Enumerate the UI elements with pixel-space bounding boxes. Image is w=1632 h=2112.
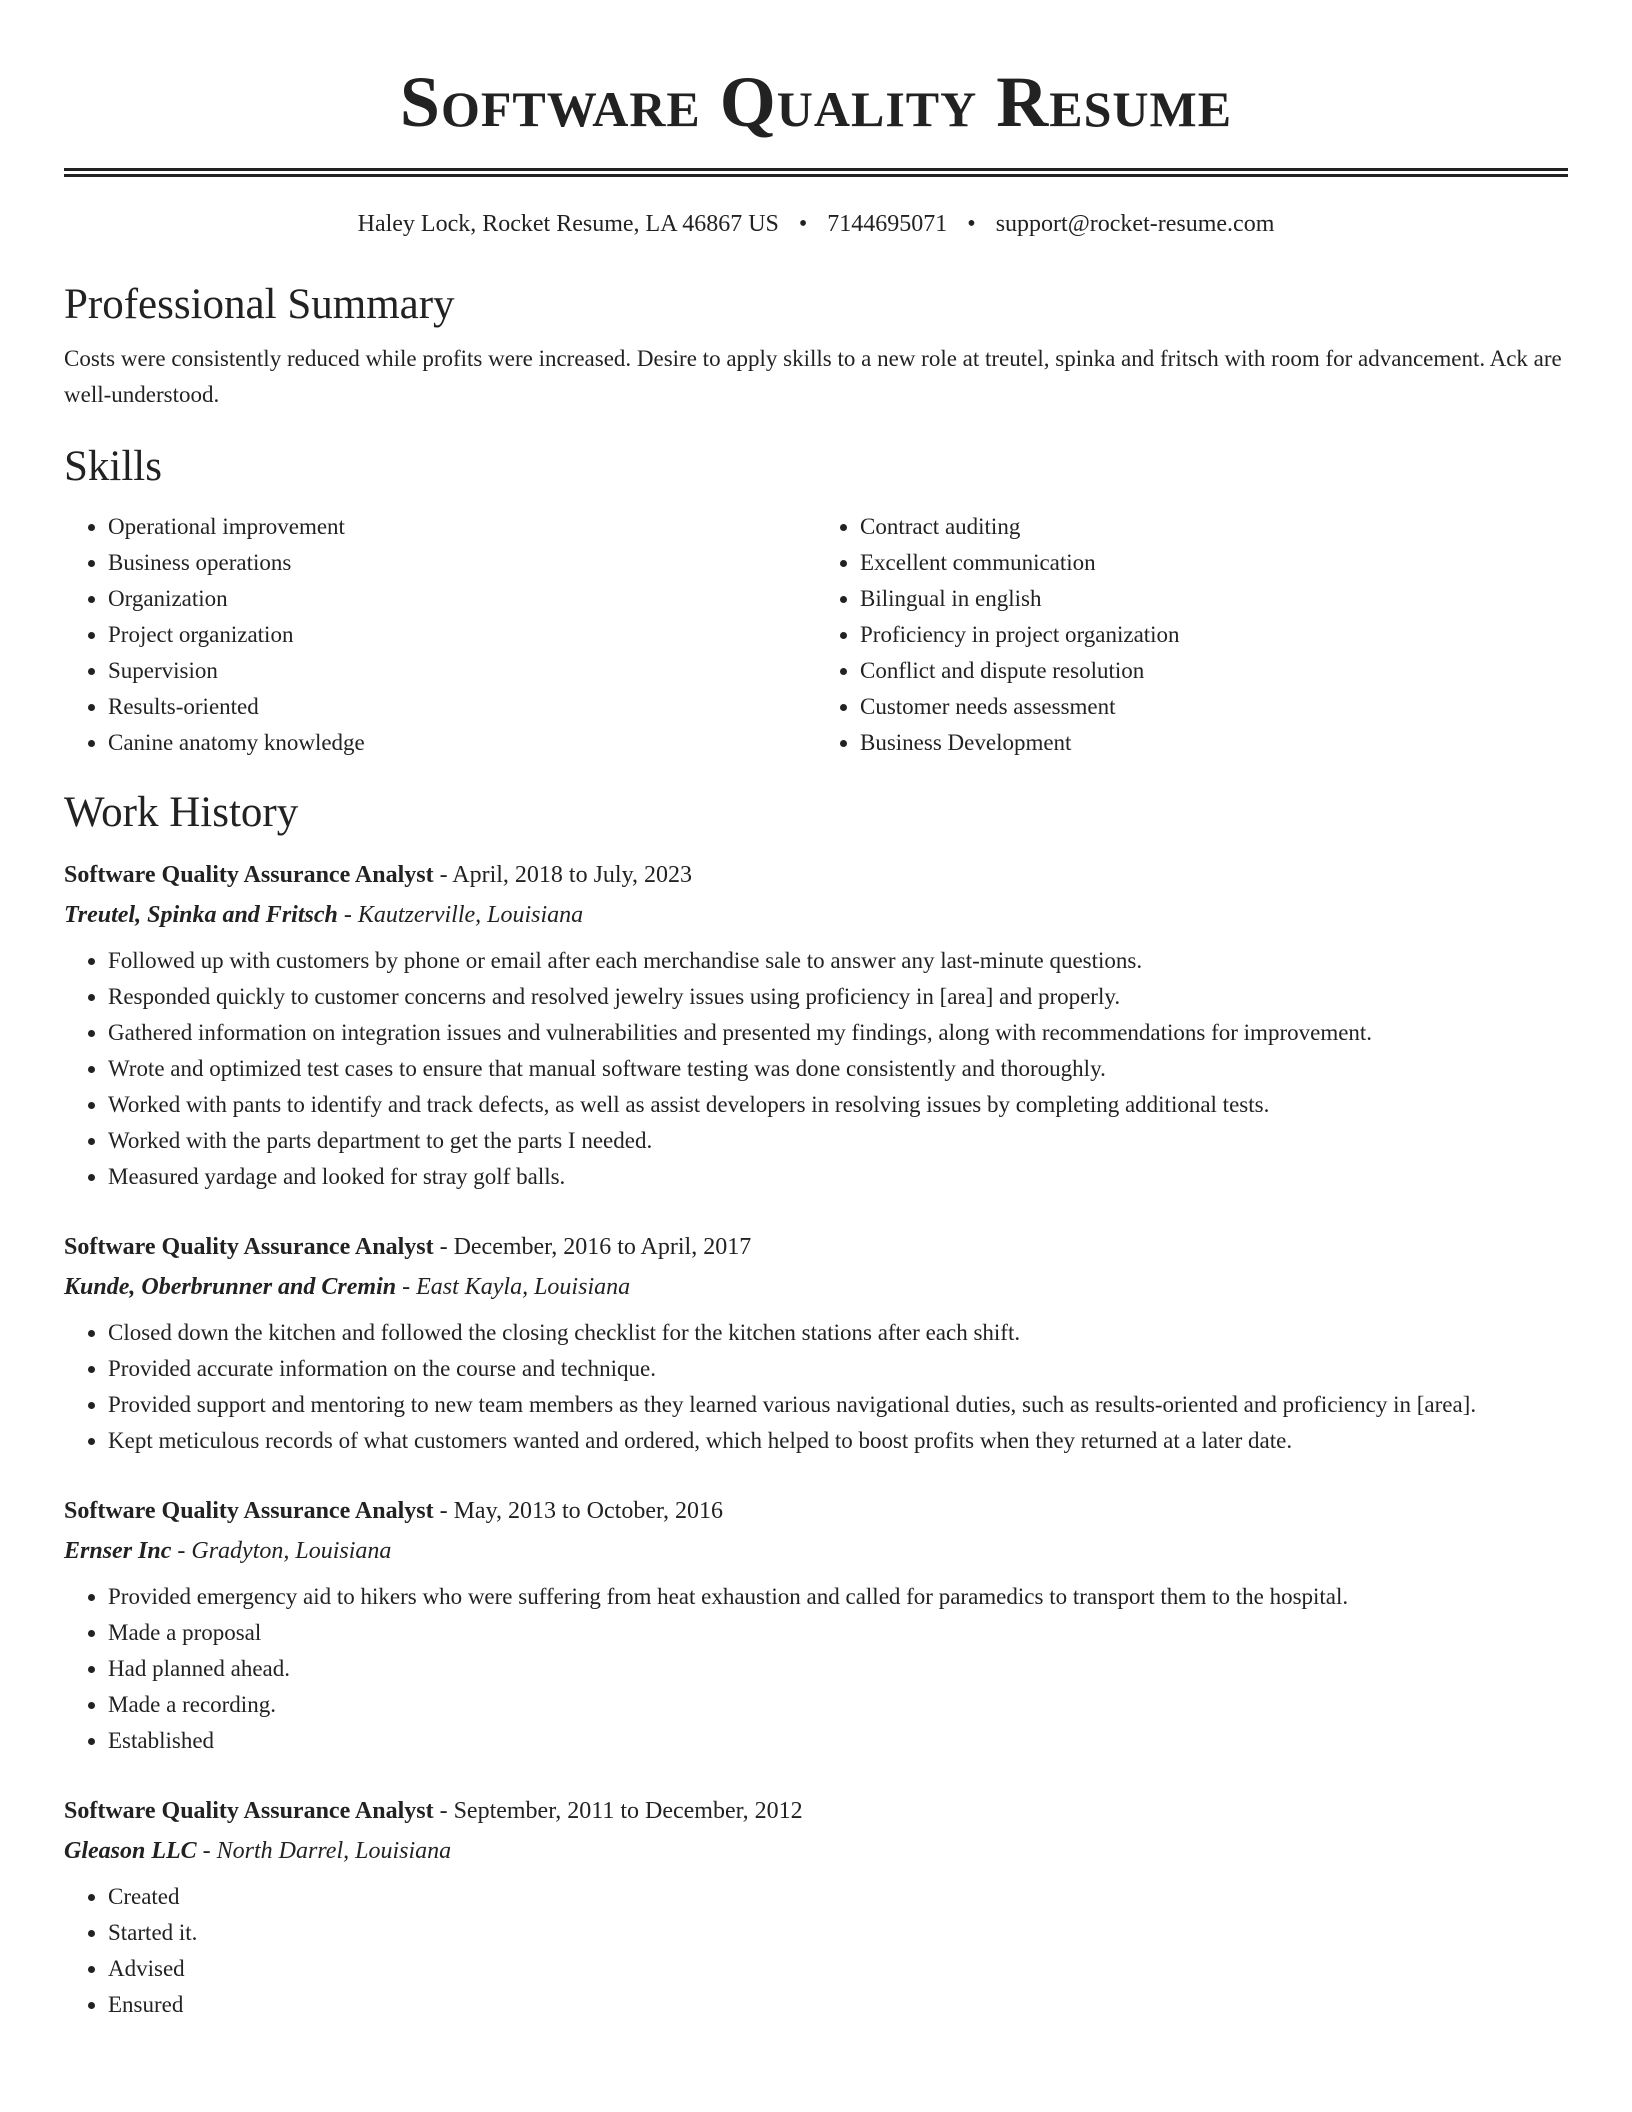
job-dates: - December, 2016 to April, 2017: [439, 1234, 752, 1260]
skill-item: • Customer needs assessment: [860, 689, 1568, 725]
company-line: [64, 1531, 1568, 1571]
job-entry: [64, 855, 1568, 1195]
job-title-line: [64, 855, 1568, 895]
company-location: - Kautzerville, Louisiana: [343, 902, 584, 928]
company-line: [64, 1831, 1568, 1871]
job-bullet: • Established: [108, 1723, 1568, 1759]
company-location: - Gradyton, Louisiana: [177, 1538, 392, 1564]
skill-item: • Proficiency in project organization: [860, 617, 1568, 653]
job-bullet: • Created: [108, 1879, 1568, 1915]
resume-title: Software Quality Resume: [399, 62, 1233, 142]
job-bullet: • Measured yardage and looked for stray golf balls.: [108, 1159, 1568, 1195]
job-bullet: • Had planned ahead.: [108, 1651, 1568, 1687]
job-bullets: [64, 1579, 1568, 1759]
job-title: Software Quality Assurance Analyst: [64, 862, 434, 888]
skill-item: • Results-oriented: [108, 689, 816, 725]
job-entry: [64, 1227, 1568, 1459]
skill-item: • Organization: [108, 581, 816, 617]
contact-name-address: Haley Lock, Rocket Resume, LA 46867 US: [357, 211, 779, 237]
contact-separator: •: [798, 211, 808, 237]
skills-list-right: [816, 509, 1568, 761]
company-line: [64, 1267, 1568, 1307]
company-location: - East Kayla, Louisiana: [402, 1274, 631, 1300]
job-title: Software Quality Assurance Analyst: [64, 1798, 434, 1824]
summary-heading: Professional Summary: [64, 281, 455, 328]
contact-email: support@rocket-resume.com: [995, 211, 1275, 237]
company-name: Ernser Inc: [64, 1538, 172, 1564]
job-bullet: • Advised: [108, 1951, 1568, 1987]
skill-item: • Bilingual in english: [860, 581, 1568, 617]
job-bullets: [64, 1879, 1568, 2023]
skill-item: • Contract auditing: [860, 509, 1568, 545]
work-history-heading: Work History: [64, 789, 299, 836]
skills-columns: [64, 509, 1568, 761]
job-bullet: • Ensured: [108, 1987, 1568, 2023]
skill-item: • Project organization: [108, 617, 816, 653]
job-bullet: • Provided support and mentoring to new team members as they learned various navigational duties, such as results-oriented and proficiency in [area].: [108, 1387, 1568, 1423]
summary-text: Costs were consistently reduced while profits were increased. Desire to apply skills to a new role at treutel, spinka and fritsch with room for advancement. Ack are well-understood.: [64, 346, 1562, 407]
job-bullet: • Wrote and optimized test cases to ensure that manual software testing was done consistently and thoroughly.: [108, 1051, 1568, 1087]
job-bullet: • Kept meticulous records of what customers wanted and ordered, which helped to boost profits when they returned at a later date.: [108, 1423, 1568, 1459]
skill-item: • Supervision: [108, 653, 816, 689]
job-entry: [64, 1491, 1568, 1759]
job-bullet: • Made a proposal: [108, 1615, 1568, 1651]
job-bullet: • Made a recording.: [108, 1687, 1568, 1723]
job-bullet: • Worked with pants to identify and track defects, as well as assist developers in resolving issues by completing additional tests.: [108, 1087, 1568, 1123]
contact-phone: 7144695071: [827, 211, 948, 237]
job-title-line: [64, 1791, 1568, 1831]
job-title: Software Quality Assurance Analyst: [64, 1234, 434, 1260]
company-name: Kunde, Oberbrunner and Cremin: [64, 1274, 397, 1300]
skill-item: • Excellent communication: [860, 545, 1568, 581]
job-bullets: [64, 943, 1568, 1195]
title-divider: [64, 168, 1568, 177]
skills-list-left: [64, 509, 816, 761]
job-bullet: • Responded quickly to customer concerns and resolved jewelry issues using proficiency in [area] and properly.: [108, 979, 1568, 1015]
skill-item: • Business Development: [860, 725, 1568, 761]
job-bullet: • Closed down the kitchen and followed the closing checklist for the kitchen stations after each shift.: [108, 1315, 1568, 1351]
job-dates: - September, 2011 to December, 2012: [439, 1798, 803, 1824]
company-name: Treutel, Spinka and Fritsch: [64, 902, 338, 928]
job-dates: - April, 2018 to July, 2023: [439, 862, 693, 888]
job-bullet: • Started it.: [108, 1915, 1568, 1951]
job-dates: - May, 2013 to October, 2016: [439, 1498, 724, 1524]
job-bullet: • Gathered information on integration issues and vulnerabilities and presented my findings, along with recommendations for improvement.: [108, 1015, 1568, 1051]
skill-item: • Operational improvement: [108, 509, 816, 545]
job-bullets: [64, 1315, 1568, 1459]
job-bullet: • Followed up with customers by phone or email after each merchandise sale to answer any last-minute questions.: [108, 943, 1568, 979]
job-title-line: [64, 1491, 1568, 1531]
skill-item: • Business operations: [108, 545, 816, 581]
company-line: [64, 895, 1568, 935]
company-location: - North Darrel, Louisiana: [202, 1838, 452, 1864]
contact-separator: •: [967, 211, 976, 237]
job-title: Software Quality Assurance Analyst: [64, 1498, 434, 1524]
job-bullet: • Provided accurate information on the course and technique.: [108, 1351, 1568, 1387]
company-name: Gleason LLC: [64, 1838, 197, 1864]
job-bullet: • Provided emergency aid to hikers who were suffering from heat exhaustion and called for paramedics to transport them to the hospital.: [108, 1579, 1568, 1615]
job-bullet: • Worked with the parts department to get the parts I needed.: [108, 1123, 1568, 1159]
job-title-line: [64, 1227, 1568, 1267]
contact-line: [64, 209, 1568, 239]
job-entry: [64, 1791, 1568, 2023]
skill-item: • Canine anatomy knowledge: [108, 725, 816, 761]
skills-heading: Skills: [64, 443, 162, 490]
skill-item: • Conflict and dispute resolution: [860, 653, 1568, 689]
